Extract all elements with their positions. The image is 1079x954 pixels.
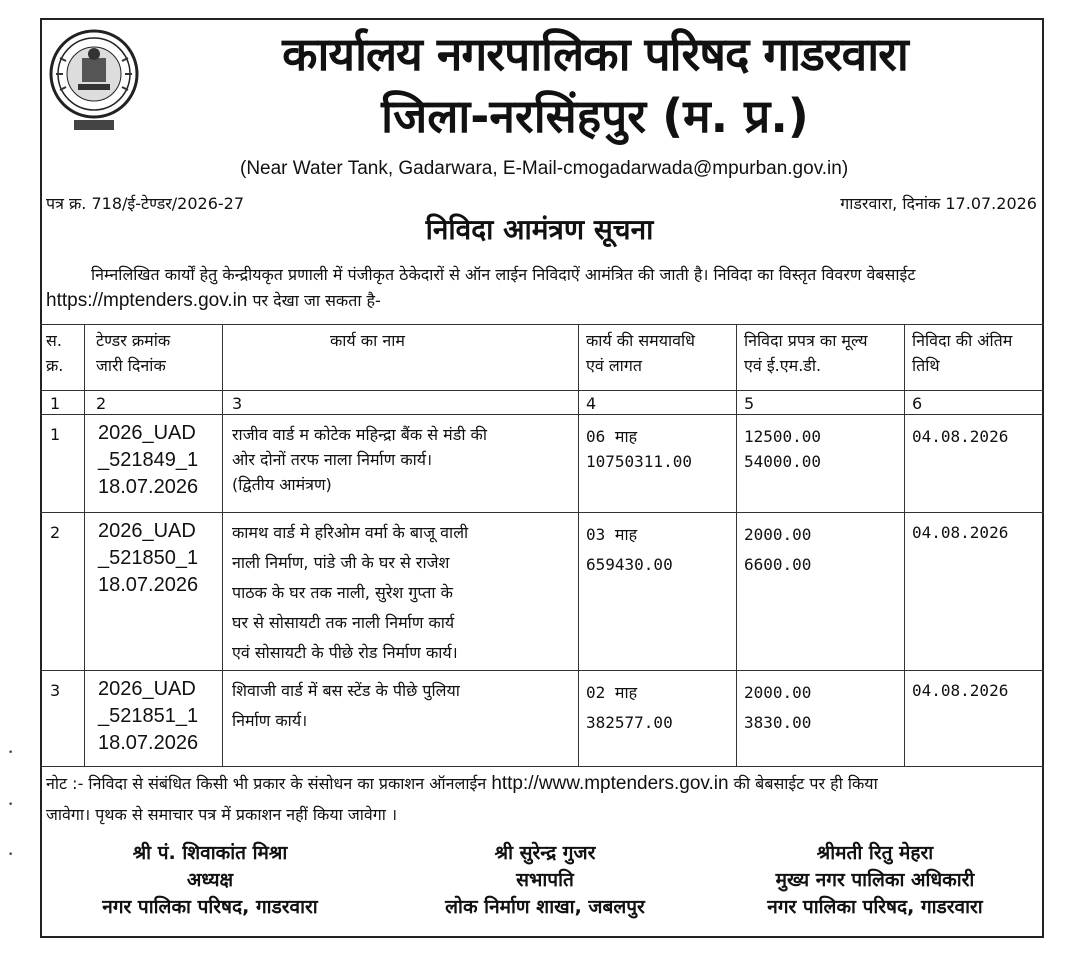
col-divider (904, 324, 905, 766)
office-address: (Near Water Tank, Gadarwara, E-Mail-cmogadarwada@mpurban.gov.in) (240, 158, 849, 179)
tenders-link[interactable]: https://mptenders.gov.in (46, 290, 248, 311)
row2-border (40, 670, 1044, 671)
col-divider (736, 324, 737, 766)
mp-government-emblem-icon (48, 28, 140, 138)
reference-number: पत्र क्र. 718/ई-टेण्डर/2026-27 (46, 194, 245, 213)
row3-price-emd: 2000.00 3830.00 (744, 683, 812, 732)
col-divider (578, 324, 579, 766)
notice-title: निविदा आमंत्रण सूचना (425, 213, 654, 246)
row3-sno: 3 (50, 681, 61, 700)
signatory-president: श्री पं. शिवाकांत मिश्रा अध्यक्ष नगर पालिका परिषद, गाडरवारा (102, 842, 318, 918)
row2-last-date: 04.08.2026 (912, 523, 1009, 542)
table-bottom-border (40, 766, 1044, 767)
row3-work: शिवाजी वार्ड में बस स्टेंड के पीछे पुलिया निर्माण कार्य। (232, 681, 460, 730)
row1-last-date: 04.08.2026 (912, 427, 1009, 446)
table-colnum-border (40, 414, 1044, 415)
note-text-2: जावेगा। पृथक से समाचार पत्र में प्रकाशन नहीं किया जावेगा । (46, 805, 398, 824)
signatory-cmo: श्रीमती रितु मेहरा मुख्य नगर पालिका अधिकारी नगर पालिका परिषद, गाडरवारा (767, 842, 983, 918)
note-text: नोट :- निविदा से संबंधित किसी भी प्रकार के संसोधन का प्रकाशन ऑनलाईन (46, 774, 492, 793)
row1-tender-id: 2026_UAD _521849_1 18.07.2026 (98, 422, 199, 498)
table-header-border (40, 390, 1044, 391)
header-last-date: निविदा की अंतिम तिथि (912, 331, 1013, 375)
row1-price-emd: 12500.00 54000.00 (744, 427, 822, 471)
header-sno: स. क्र. (46, 331, 64, 375)
note-paragraph (46, 768, 1036, 830)
office-title: कार्यालय नगरपालिका परिषद गाडरवारा (282, 27, 908, 81)
colnum: 5 (744, 394, 755, 413)
intro-paragraph (46, 262, 1036, 314)
reference-date: गाडरवारा, दिनांक 17.07.2026 (840, 194, 1037, 213)
header-work: कार्य का नाम (330, 331, 405, 350)
colnum: 3 (232, 394, 243, 413)
header-tender: टेण्डर क्रमांक जारी दिनांक (96, 331, 171, 375)
colnum: 2 (96, 394, 107, 413)
header-duration: कार्य की समयावधि एवं लागत (586, 331, 696, 375)
colnum: 1 (50, 394, 61, 413)
side-mark: • (8, 748, 14, 758)
row3-tender-id: 2026_UAD _521851_1 18.07.2026 (98, 678, 199, 754)
row2-price-emd: 2000.00 6600.00 (744, 525, 812, 574)
row2-sno: 2 (50, 523, 61, 542)
district-title: जिला-नरसिंहपुर (म. प्र.) (381, 89, 809, 143)
row1-border (40, 512, 1044, 513)
col-divider (84, 324, 85, 766)
table-top-border (40, 324, 1044, 325)
row2-work: कामथ वार्ड मे हरिओम वर्मा के बाजू वाली नाली निर्माण, पांडे जी के घर से राजेश पाठक के घर तक नाली, सुरेश गुप्ता के घर से सोसायटी तक नाली निर्माण कार्य एवं सोसायटी के पीछे रोड निर्माण कार्य। (232, 523, 469, 662)
colnum: 6 (912, 394, 923, 413)
col-divider (222, 324, 223, 766)
colnum: 4 (586, 394, 597, 413)
row1-sno: 1 (50, 425, 61, 444)
row2-duration-cost: 03 माह 659430.00 (586, 525, 673, 574)
note-text-b: की बेबसाईट पर ही किया (728, 774, 878, 793)
row3-duration-cost: 02 माह 382577.00 (586, 683, 673, 732)
intro-line2: पर देखा जा सकता है- (247, 291, 381, 310)
row1-duration-cost: 06 माह 10750311.00 (586, 427, 692, 471)
row3-last-date: 04.08.2026 (912, 681, 1009, 700)
side-mark: • (8, 850, 14, 860)
signatory-chairman: श्री सुरेन्द्र गुजर सभापति लोक निर्माण शाखा, जबलपुर (445, 842, 645, 918)
row2-tender-id: 2026_UAD _521850_1 18.07.2026 (98, 520, 199, 596)
note-link[interactable]: http://www.mptenders.gov.in (491, 773, 729, 794)
intro-line1: निम्नलिखित कार्यों हेतु केन्द्रीयकृत प्रणाली में पंजीकृत ठेकेदारों से ऑन लाईन निविदाऐं आमंत्रित की जाती है। निविदा का विस्तृत विवरण वेबसाईट (91, 265, 916, 284)
header-form-price: निविदा प्रपत्र का मूल्य एवं ई.एम.डी. (744, 331, 868, 375)
row1-work: राजीव वार्ड म कोटेक महिन्द्रा बैंक से मंडी की ओर दोनों तरफ नाला निर्माण कार्य। (द्वितीय आमंत्रण) (232, 425, 487, 494)
side-mark: • (8, 800, 14, 810)
